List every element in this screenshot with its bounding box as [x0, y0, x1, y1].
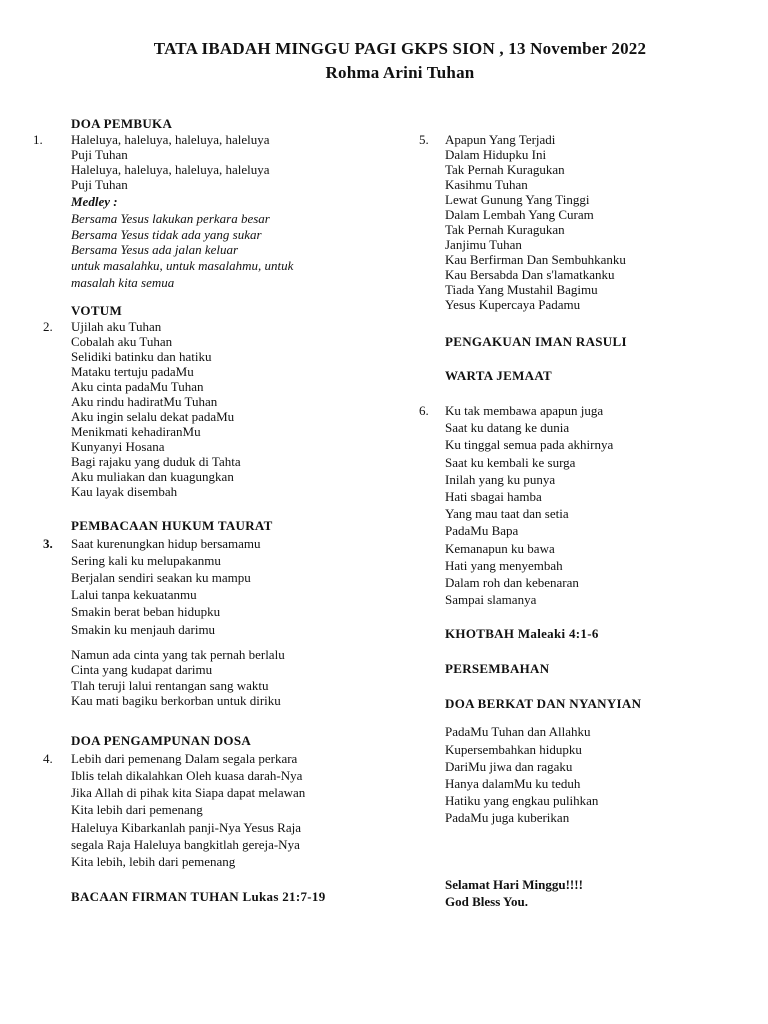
lyric-line: Dalam Hidupku Ini — [445, 147, 547, 162]
lyric-line: Sampai slamanya — [445, 592, 537, 608]
closing-line: Selamat Hari Minggu!!!! — [445, 876, 583, 892]
lyric-line: Yang mau taat dan setia — [445, 506, 569, 522]
lyric-line: Hati yang menyembah — [445, 557, 563, 573]
lyric-line: Puji Tuhan — [71, 177, 128, 192]
lyric-line: Bagi rajaku yang duduk di Tahta — [71, 453, 241, 469]
lyric-line: Kita lebih dari pemenang — [71, 802, 203, 818]
lyric-line: Aku cinta padaMu Tuhan — [71, 378, 204, 394]
lyric-line: Inilah yang ku punya — [445, 471, 556, 487]
closing-greeting — [415, 876, 745, 910]
section-bacaan-firman — [33, 889, 393, 905]
lyric-line: Saat kurenungkan hidup bersamamu — [71, 535, 261, 551]
lyric-line: Tak Pernah Kuragukan — [445, 222, 565, 237]
lyric-line: Bersama Yesus tidak ada yang sukar — [71, 226, 262, 242]
lyric-line: Dalam roh dan kebenaran — [445, 575, 579, 591]
song-lines — [33, 535, 393, 638]
song-lines — [33, 132, 393, 291]
lyric-line: Aku muliakan dan kuagungkan — [71, 468, 234, 484]
page-subtitle: Rohma Arini Tuhan — [325, 63, 475, 82]
section-heading: DOA BERKAT DAN NYANYIAN — [445, 696, 642, 712]
section-song-5 — [415, 132, 745, 312]
item-number: 4. — [43, 750, 53, 766]
lyric-line: Yesus Kupercaya Padamu — [445, 297, 581, 312]
closing-line: God Bless You. — [445, 893, 528, 909]
lyric-line: Tiada Yang Mustahil Bagimu — [445, 282, 598, 297]
section-hukum-taurat — [33, 518, 393, 709]
section-doa-pembuka — [33, 116, 393, 291]
item-number: 2. — [43, 318, 53, 334]
lyric-line: Kupersembahkan hidupku — [445, 741, 582, 757]
song-lines — [33, 647, 393, 709]
lyric-line: masalah kita semua — [71, 275, 175, 290]
section-heading: VOTUM — [71, 302, 123, 318]
lyric-line: Ku tinggal semua pada akhirnya — [445, 437, 614, 453]
section-heading: WARTA JEMAAT — [445, 368, 553, 383]
lyric-line: Hanya dalamMu ku teduh — [445, 776, 581, 792]
lyric-line: Janjimu Tuhan — [445, 237, 522, 252]
lyric-line: Iblis telah dikalahkan Oleh kuasa darah-Nya — [71, 767, 303, 783]
lyric-line: PadaMu Bapa — [445, 523, 519, 539]
section-heading: KHOTBAH Maleaki 4:1-6 — [445, 626, 599, 642]
lyric-line: PadaMu juga kuberikan — [445, 810, 570, 826]
lyric-line: Kau mati bagiku berkorban untuk diriku — [71, 693, 281, 709]
lyric-line: Namun ada cinta yang tak pernah berlalu — [71, 646, 285, 662]
section-heading: PEMBACAAN HUKUM TAURAT — [71, 517, 273, 533]
section-heading: DOA PENGAMPUNAN DOSA — [71, 732, 252, 748]
lyric-line: Sering kali ku melupakanmu — [71, 552, 221, 568]
lyric-line: Smakin ku menjauh darimu — [71, 621, 216, 637]
song-lines — [415, 132, 745, 312]
lyric-line: Bersama Yesus ada jalan keluar — [71, 242, 239, 257]
lyric-line: Lalui tanpa kekuatanmu — [71, 587, 197, 603]
lyric-line: Haleluya, haleluya, haleluya, haleluya — [71, 162, 270, 177]
right-column — [415, 132, 745, 910]
lyric-line: Ujilah aku Tuhan — [71, 318, 162, 334]
lyric-line: Kemanapun ku bawa — [445, 540, 555, 556]
lyric-line: Ku tak membawa apapun juga — [445, 403, 604, 418]
lyric-line: Haleluya, haleluya, haleluya, haleluya — [71, 132, 270, 147]
song-lines — [415, 723, 745, 826]
lyric-line: Lebih dari pemenang Dalam segala perkara — [71, 750, 298, 766]
lyric-line: Cinta yang kudapat darimu — [71, 662, 213, 678]
section-heading: BACAAN FIRMAN TUHAN Lukas 21:7-19 — [71, 889, 326, 905]
lyric-line: Kau Bersabda Dan s'lamatkanku — [445, 267, 615, 282]
section-pengampunan-dosa — [33, 733, 393, 870]
lyric-line: Saat ku kembali ke surga — [445, 454, 576, 470]
lyric-line: segala Raja Haleluya bangkitlah gereja-Nya — [71, 836, 300, 852]
lyric-line: Haleluya Kibarkanlah panji-Nya Yesus Raja — [71, 819, 301, 835]
song-lines — [33, 319, 393, 499]
lyric-line: Saat ku datang ke dunia — [445, 420, 570, 436]
section-votum — [33, 303, 393, 499]
lyric-line: Hati sbagai hamba — [445, 489, 542, 505]
lyric-line: Puji Tuhan — [71, 147, 128, 162]
lyric-line: PadaMu Tuhan dan Allahku — [445, 724, 591, 740]
lyric-line: Aku rindu hadiratMu Tuhan — [71, 393, 218, 409]
song-lines — [33, 750, 393, 870]
lyric-line: Apapun Yang Terjadi — [445, 132, 556, 147]
lyric-line: Lewat Gunung Yang Tinggi — [445, 192, 590, 207]
lyric-line: DariMu jiwa dan ragaku — [445, 758, 573, 774]
section-song-6 — [415, 402, 745, 608]
section-heading: PERSEMBAHAN — [445, 661, 550, 677]
item-number: 5. — [419, 132, 429, 147]
lyric-line: Kasihmu Tuhan — [445, 177, 528, 192]
lyric-line: Mataku tertuju padaMu — [71, 363, 194, 379]
lyric-line: Cobalah aku Tuhan — [71, 333, 173, 349]
item-number: 1. — [33, 132, 43, 147]
item-number: 3. — [43, 535, 53, 551]
lyric-line: Dalam Lembah Yang Curam — [445, 207, 594, 222]
lyric-line: Tlah teruji lalui rentangan sang waktu — [71, 677, 269, 693]
lyric-line: Menikmati kehadiranMu — [71, 423, 201, 439]
left-column — [33, 116, 393, 905]
lyric-line: Aku ingin selalu dekat padaMu — [71, 408, 235, 424]
lyric-line: Kau layak disembah — [71, 483, 178, 499]
lyric-line: Kita lebih, lebih dari pemenang — [71, 853, 236, 869]
lyric-line: untuk masalahku, untuk masalahmu, untuk — [71, 257, 294, 273]
section-heading: DOA PEMBUKA — [71, 116, 173, 131]
item-number: 6. — [419, 403, 429, 418]
lyric-line: Bersama Yesus lakukan perkara besar — [71, 211, 270, 226]
lyric-line: Berjalan sendiri seakan ku mampu — [71, 569, 251, 585]
page-title: TATA IBADAH MINGGU PAGI GKPS SION , 13 November 2022 — [153, 39, 647, 58]
lyric-line: Tak Pernah Kuragukan — [445, 162, 565, 177]
lyric-line: Selidiki batinku dan hatiku — [71, 348, 212, 364]
section-heading: PENGAKUAN IMAN RASULI — [445, 334, 627, 349]
lyric-line: Kau Berfirman Dan Sembuhkanku — [445, 252, 626, 267]
lyric-line: Kunyanyi Hosana — [71, 438, 165, 454]
lyric-line: Jika Allah di pihak kita Siapa dapat melawan — [71, 785, 306, 801]
song-lines — [415, 402, 745, 608]
lyric-line: Smakin berat beban hidupku — [71, 604, 221, 620]
medley-label: Medley : — [71, 194, 118, 209]
lyric-line: Hatiku yang engkau pulihkan — [445, 793, 599, 809]
